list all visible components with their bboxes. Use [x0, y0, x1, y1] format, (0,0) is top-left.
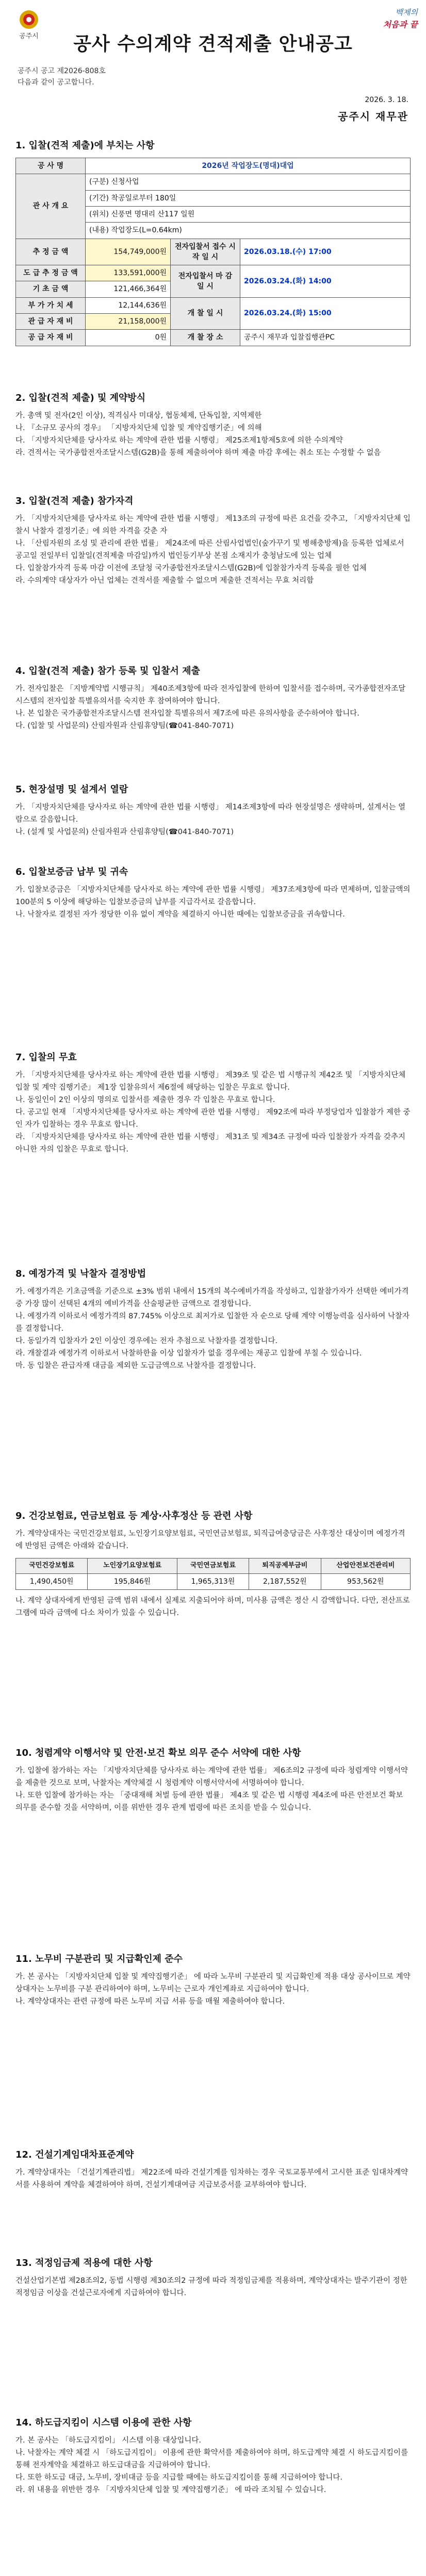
section-4	[15, 665, 411, 733]
overview-line-4: (내용) 작업장도(L=0.64km)	[86, 223, 411, 239]
bid-start-label: 전자입찰서 접수 시 작 일 시	[171, 239, 240, 265]
overview-line-3: (위치) 신풍면 명대리 산117 일원	[86, 206, 411, 222]
section-4-title: 4. 입찰(견적 제출) 참가 등록 및 입찰서 제출	[15, 666, 200, 676]
overview-table	[15, 158, 411, 346]
section-5-body: 가. 「지방자치단체를 당사자로 하는 계약에 관한 법률 시행령」 제14조제3항에 따라 현장설명은 생략하며, 설계서는 열람으로 갈음합니다. 나. (설계 및 사업문의) 산림자원과 산림휴양팀(☎041-840-7071)	[15, 803, 406, 836]
notice-date-block	[338, 95, 408, 124]
section-1-title: 1. 입찰(견적 제출)에 부치는 사항	[15, 140, 155, 151]
section-14-title: 14. 하도급지킴이 시스템 이용에 관한 사항	[15, 2417, 192, 2428]
gov-material-value: 21,158,000원	[86, 314, 171, 330]
vat-label: 부 가 가 치 세	[16, 297, 86, 313]
section-4-body: 가. 전자입찰은 「지방계약법 시행규칙」 제40조제3항에 따라 전자입찰에 한하여 입찰서를 접수하며, 국가종합전자조달시스템의 전자입찰 특별유의서를 숙지한 후 참여하여야 합니다. 나. 본 입찰은 국가종합전자조달시스템 전자입찰 특별유의서 제7조에 따른 유의사항을 준수하여야 합니다. 다. (입찰 및 사업문의) 산림자원과 산림휴양팀(☎041-840-7071)	[15, 685, 406, 730]
section-12	[15, 2148, 411, 2192]
section-10-title: 10. 청렴계약 이행서약 및 안전·보건 확보 의무 준수 서약에 대한 사항	[15, 1748, 301, 1758]
vat-value: 12,144,636원	[86, 297, 171, 313]
section-9-body: 가. 계약상대자는 국민건강보험료, 노인장기요양보험료, 국민연금보험료, 퇴직급여충당금은 사후정산 대상이며 예정가격에 반영된 금액은 아래와 같습니다.	[15, 1530, 405, 1551]
section-3-title: 3. 입찰(견적 제출) 참가자격	[15, 496, 134, 506]
issuing-org: 공주시 재무관	[338, 110, 408, 123]
bid-end-value: 2026.03.24.(화) 14:00	[240, 265, 411, 298]
bid-start-value: 2026.03.18.(수) 17:00	[240, 239, 411, 265]
section-8	[15, 1267, 411, 1372]
section-13-body: 건설산업기본법 제28조의2, 동법 시행령 제30조의2 규정에 따라 적정임금제를 적용하며, 계약상대자는 발주기관이 정한 적정임금 이상을 건설근로자에게 지급하여야 합니다.	[15, 2277, 407, 2298]
ins-col-5: 산업안전보건관리비	[321, 1558, 410, 1573]
ins-col-3: 국민연금보험료	[177, 1558, 249, 1573]
ins-val-1: 1,490,450원	[16, 1573, 88, 1589]
section-12-body: 가. 계약상대자는 「건설기계관리법」 제22조에 따라 건설기계를 임차하는 경우 국토교통부에서 고시한 표준 임대차계약서를 사용하여 계약을 체결하여야 하며, 건설기계대여금 지급보증서를 교부하여야 합니다.	[15, 2168, 408, 2190]
other-material-value: 0원	[86, 330, 171, 346]
logo-left-text: 공주시	[19, 32, 39, 40]
ins-val-2: 195,846원	[88, 1573, 177, 1589]
section-6-title: 6. 입찰보증금 납부 및 귀속	[15, 867, 128, 877]
open-value: 2026.03.24.(화) 15:00	[240, 297, 411, 330]
section-3	[15, 495, 411, 587]
section-14-body: 가. 본 공사는 「하도급지킴이」 시스템 이용 대상입니다. 나. 낙찰자는 계약 체결 시 「하도급지킴이」 이용에 관한 확약서를 제출하여야 하며, 하도급계약 체결 시 하도급지킴이를 통해 전자계약을 체결하고 하도급대금을 지급하여야 합니다. 다. 또한 하도급 대금, 노무비, 장비대금 등을 지급할 때에는 하도급지킴이를 통해 지급하여야 합니다. 라. 위 내용을 위반한 경우 「지방자치단체 입찰 및 계약집행기준」 에 따라 조치될 수 있습니다.	[15, 2436, 408, 2494]
other-material-label: 공 급 자 재 비	[16, 330, 86, 346]
ins-col-2: 노인장기요양보험료	[88, 1558, 177, 1573]
section-9-title: 9. 건강보험료, 연금보험료 등 계상·사후정산 등 관련 사항	[15, 1511, 253, 1521]
gov-material-label: 관 급 자 재 비	[16, 314, 86, 330]
basic-value: 121,466,364원	[86, 281, 171, 297]
section-3-body: 가. 「지방자치단체를 당사자로 하는 계약에 관한 법률 시행령」 제13조의 규정에 따른 요건을 갖추고, 「지방자치단체 입찰시 낙찰자 결정기준」에 의한 자격을 갖춘 자 나. 「산림자원의 조성 및 관리에 관한 법률」 제24조에 따른 산림사업법인(숲가꾸기 및 병해충방제)을 등록한 업체로서 공고일 전일부터 입찰일(견적제출 마감일)까지 법인등기부상 본점 소재지가 충청남도에 있는 업체 다. 입찰참가자격 등록 마감 이전에 조달청 국가종합전자조달시스템(G2B)에 입찰참가자격 등록을 필한 업체 라. 수의계약 대상자가 아닌 업체는 견적서를 제출할 수 없으며 제출한 견적서는 무효 처리함	[15, 515, 411, 585]
notice-meta	[18, 66, 106, 89]
base-label: 도 급 추 정 금 액	[16, 265, 86, 281]
section-8-body: 가. 예정가격은 기초금액을 기준으로 ±3% 범위 내에서 15개의 복수예비가격을 작성하고, 입찰참가자가 선택한 예비가격 중 가장 많이 선택된 4개의 예비가격을 산술평균한 금액으로 결정합니다. 나. 예정가격 이하로서 예정가격의 87.745% 이상으로 최저가로 입찰한 자 순으로 당해 계약 이행능력을 심사하여 낙찰자를 결정합니다. 다. 동일가격 입찰자가 2인 이상인 경우에는 전자 추첨으로 낙찰자를 결정합니다. 라. 개찰결과 예정가격 이하로서 낙찰하한율 이상 입찰자가 없을 경우에는 재공고 입찰에 부칠 수 있습니다. 마. 동 입찰은 관급자재 대금을 제외한 도급금액으로 낙찰자를 결정합니다.	[15, 1287, 409, 1370]
section-2-body: 가. 총액 및 전자(2인 이상), 적격심사 미대상, 협동체제, 단독입찰, 지역제한 나. 『소규모 공사의 경우』 「지방자치단체 입찰 및 계약집행기준」에 의해 다. 「지방자치단체를 당사자로 하는 계약에 관한 법률 시행령」 제25조제1항제5호에 의한 수의계약 라. 견적서는 국가종합전자조달시스템(G2B)을 통해 제출하여야 하며 제출 마감 후에는 취소 또는 수정할 수 없음	[15, 412, 381, 457]
section-11-title: 11. 노무비 구분관리 및 지급확인제 준수	[15, 1954, 183, 1964]
section-9-after: 나. 계약 상대자에게 반영된 금액 범위 내에서 실제로 지출되어야 하며, 미사용 금액은 정산 시 감액합니다. 다만, 전산프로그램에 따라 금액에 다소 차이가 있을 수 있습니다.	[15, 1597, 410, 1617]
slogan-line-2: 처음과 끝	[383, 19, 418, 29]
project-label: 공 사 명	[16, 158, 86, 174]
open-label: 개 찰 일 시	[171, 297, 240, 330]
notice-number: 공주시 공고 제2026-808호	[18, 67, 106, 75]
ins-col-1: 국민건강보험료	[16, 1558, 88, 1573]
place-value: 공주시 재무과 입찰집행관PC	[240, 330, 411, 346]
section-7	[15, 1051, 411, 1156]
section-6-body: 가. 입찰보증금은 「지방자치단체를 당사자로 하는 계약에 관한 법률 시행령」 제37조제3항에 따라 면제하며, 입찰금액의 100분의 5 이상에 해당하는 입찰보증금의 납부를 지급각서로 갈음합니다. 나. 낙찰자로 결정된 자가 정당한 이유 없이 계약을 체결하지 아니한 때에는 입찰보증금을 귀속합니다.	[15, 886, 411, 919]
ins-col-4: 퇴직공제부금비	[249, 1558, 321, 1573]
est-label: 추 정 금 액	[16, 239, 86, 265]
section-9	[15, 1510, 411, 1620]
section-12-title: 12. 건설기계임대차표준계약	[15, 2149, 134, 2160]
section-10-body: 가. 입찰에 참가하는 자는 「지방자치단체를 당사자로 하는 계약에 관한 법률」 제6조의2 규정에 따라 청렴계약 이행서약을 제출한 것으로 보며, 낙찰자는 계약체결 시 청렴계약 이행서약서에 서명하여야 합니다. 나. 또한 입찰에 참가하는 자는 「중대재해 처벌 등에 관한 법률」 제4조 및 같은 법 시행령 제4조에 따른 안전보건 확보 의무를 준수할 것을 서약하며, 이를 위반한 경우 관계 법령에 따른 조치를 받을 수 있습니다.	[15, 1767, 408, 1812]
slogan-line-1: 백제의	[395, 8, 418, 17]
section-5	[15, 783, 411, 839]
section-13	[15, 2257, 411, 2300]
ins-val-3: 1,965,313원	[177, 1573, 249, 1589]
section-2-title: 2. 입찰(견적 제출) 및 계약방식	[15, 393, 146, 403]
ins-val-5: 953,562원	[321, 1573, 410, 1589]
notice-intro: 다음과 같이 공고합니다.	[18, 78, 94, 87]
section-7-title: 7. 입찰의 무효	[15, 1052, 77, 1063]
page-title: 공사 수의계약 견적제출 안내공고	[73, 33, 353, 55]
section-13-title: 13. 적정임금제 적용에 대한 사항	[15, 2258, 153, 2268]
section-7-body: 가. 「지방자치단체를 당사자로 하는 계약에 관한 법률 시행령」 제39조 및 같은 법 시행규칙 제42조 및 「지방자치단체 입찰 및 계약 집행기준」 제1장 입찰유의서 제6절에 해당하는 입찰은 무효로 합니다. 나. 동일인이 2인 이상의 명의로 입찰서를 제출한 경우 각 입찰은 무효로 합니다. 다. 공고일 현재 「지방자치단체를 당사자로 하는 계약에 관한 법률 시행령」 제92조에 따라 부정당업자 입찰참가 제한 중인 자가 입찰하는 경우 무효로 합니다. 라. 「지방자치단체를 당사자로 하는 계약에 관한 법률 시행령」 제31조 및 제34조 규정에 따라 입찰참가 자격을 갖추지 아니한 자의 입찰은 무효로 합니다.	[15, 1071, 411, 1154]
section-14	[15, 2416, 411, 2497]
insurance-table	[15, 1558, 411, 1590]
place-label: 개 찰 장 소	[171, 330, 240, 346]
section-8-title: 8. 예정가격 및 낙찰자 결정방법	[15, 1268, 146, 1279]
project-name: 2026년 작업장도(명대)대업	[86, 158, 411, 174]
est-value: 154,749,000원	[86, 239, 171, 265]
section-11	[15, 1953, 411, 2008]
notice-date: 2026. 3. 18.	[365, 96, 408, 104]
section-10	[15, 1747, 411, 1815]
section-1	[15, 139, 411, 346]
base-value: 133,591,000원	[86, 265, 171, 281]
section-2	[15, 392, 411, 460]
ins-val-4: 2,187,552원	[249, 1573, 321, 1589]
section-11-body: 가. 본 공사는 「지방자치단체 입찰 및 계약집행기준」 에 따라 노무비 구분관리 및 지급확인제 적용 대상 공사이므로 계약상대자는 노무비를 구분 관리하여야 하며, 노무비는 근로자 개인계좌로 지급하여야 합니다. 나. 계약상대자는 관련 규정에 따른 노무비 지급 서류 등을 매월 제출하여야 합니다.	[15, 1973, 411, 2006]
basic-label: 기 초 금 액	[16, 281, 86, 297]
bid-end-label: 전자입찰서 마 감 일 시	[171, 265, 240, 298]
overview-line-1: (구분) 신청사업	[86, 174, 411, 190]
section-5-title: 5. 현장설명 및 설계서 열람	[15, 784, 128, 795]
overview-line-2: (기간) 착공일로부터 180일	[86, 190, 411, 206]
overview-label: 관 사 개 요	[16, 174, 86, 239]
section-6	[15, 866, 411, 921]
